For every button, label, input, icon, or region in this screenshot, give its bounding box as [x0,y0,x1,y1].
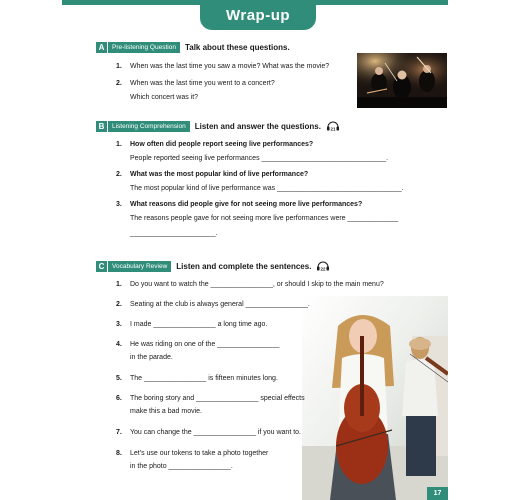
item-number: 3. [116,201,122,208]
page-title: Wrap-up [225,6,291,24]
item-text: He was riding on one of the ________________ [130,341,280,348]
track-number: 22 [320,266,326,272]
title-tab [200,0,316,30]
track-number: 21 [330,126,336,132]
item-text: Do you want to watch the ________________, or should I skip to the main menu? [130,281,384,288]
section-b-letter: B [96,121,107,132]
item-number: 3. [116,321,122,328]
item-answer-line2: ______________________. [130,230,218,237]
page-header [62,0,448,30]
item-text: Seating at the club is always general ________________. [130,301,310,308]
item-text-line2: Which concert was it? [130,94,199,101]
item-number: 2. [116,171,122,178]
section-b-title: Listen and answer the questions. [194,121,321,131]
concert-photo [357,53,447,108]
item-question: What reasons did people give for not seeing more live performances? [130,201,363,208]
section-a-title: Talk about these questions. [184,43,290,52]
item-question: What was the most popular kind of live performance? [130,171,309,178]
section-b-header [96,120,340,132]
item-text-line2: in the photo ________________. [130,463,233,470]
item-text: You can change the ________________ if you want to. [130,429,301,436]
page-number: 17 [427,487,448,500]
item-number: 1. [116,281,122,288]
item-number: 1. [116,141,122,148]
item-number: 2. [116,301,122,308]
section-c-title: Listen and complete the sentences. [176,261,312,271]
headphones-icon[interactable] [316,260,330,272]
item-text: I made ________________ a long time ago. [130,321,268,328]
item-answer: The reasons people gave for not seeing more live performances were _____________ [130,215,399,222]
section-c-header [96,260,330,272]
item-number: 6. [116,395,122,402]
item-text: The boring story and ________________ special effects [130,395,305,402]
item-number: 2. [116,80,122,87]
item-number: 7. [116,429,122,436]
item-number: 5. [116,375,122,382]
item-text: The ________________ is fifteen minutes long. [130,375,278,382]
item-text: Let's use our tokens to take a photo together [130,450,269,457]
item-answer: People reported seeing live performances ________________________________. [130,155,389,162]
headphones-icon[interactable] [326,120,340,132]
item-text: When was the last time you saw a movie? What was the movie? [130,63,330,70]
textbook-page [62,0,448,500]
section-c-tag: Vocabulary Review [108,261,171,272]
item-number: 4. [116,341,122,348]
item-text-line2: in the parade. [130,354,173,361]
item-answer: The most popular kind of live performance was ________________________________. [130,185,404,192]
section-b-tag: Listening Comprehension [108,121,190,132]
item-text: When was the last time you went to a concert? [130,80,275,87]
item-number: 8. [116,450,122,457]
section-a-header [96,42,290,53]
item-number: 1. [116,63,122,70]
section-a-tag: Pre-listening Question [108,42,180,53]
item-text-line2: make this a bad movie. [130,408,202,415]
musicians-photo [302,296,448,500]
section-a-letter: A [96,42,107,53]
section-c-letter: C [96,261,107,272]
item-question: How often did people report seeing live performances? [130,141,314,148]
